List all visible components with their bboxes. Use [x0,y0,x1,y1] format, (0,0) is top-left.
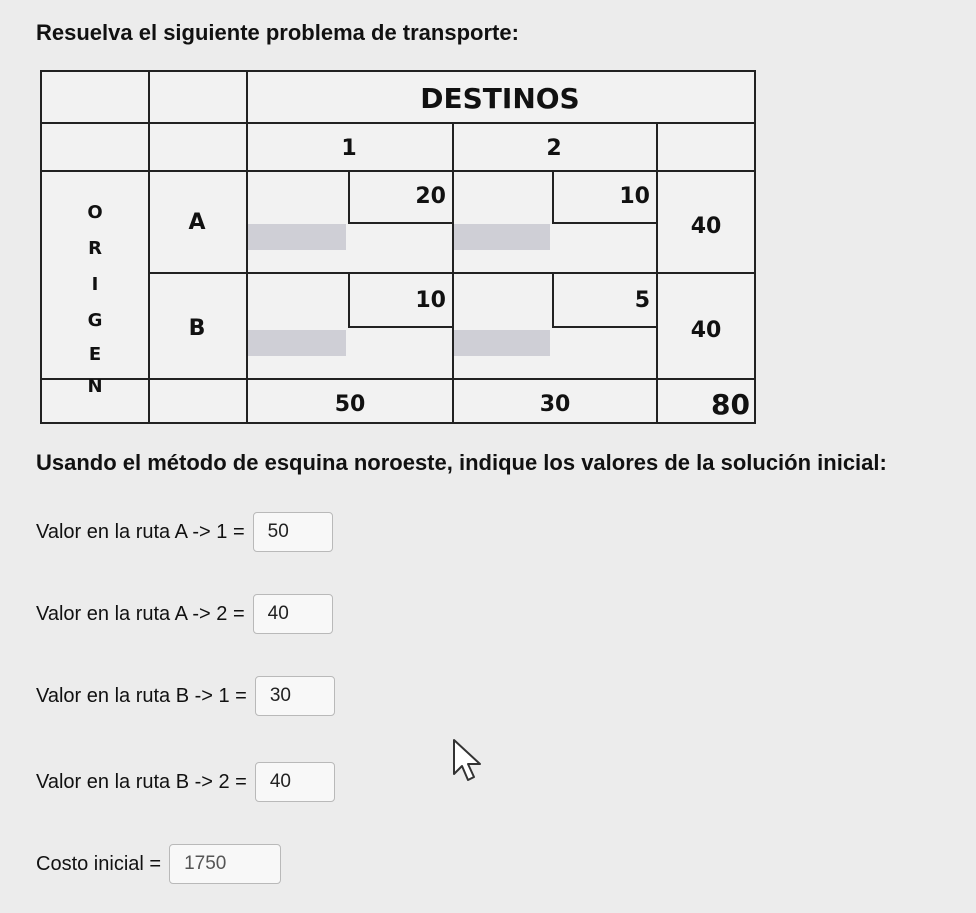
answer-row-a1 [36,512,333,552]
supply-b: 40 [690,318,722,343]
cost-input[interactable] [169,844,281,884]
cost-b2: 5 [634,288,650,313]
mouse-cursor-icon [452,738,488,784]
total: 80 [711,388,750,421]
cost-cell-a2 [552,170,658,224]
origin-letter-n: N [87,376,103,397]
answer-label-b2: Valor en la ruta B -> 2 = [36,770,247,793]
destinations-header: DESTINOS [420,82,580,115]
answer-input-b2[interactable] [255,762,335,802]
answer-row-b2 [36,762,335,802]
cost-cell-b1 [348,274,454,328]
origin-letter-i: I [91,274,99,295]
answer-input-a1[interactable] [253,512,333,552]
cost-row [36,844,281,884]
answer-input-b1[interactable] [255,676,335,716]
cost-b1: 10 [415,288,446,313]
answer-label-b1: Valor en la ruta B -> 1 = [36,684,247,707]
answer-row-a2 [36,594,333,634]
cost-cell-b2 [552,274,658,328]
demand-2: 30 [539,392,571,417]
cost-cell-a1 [348,170,454,224]
cost-a1: 20 [415,184,446,209]
cost-label: Costo inicial = [36,852,162,875]
origin-letter-e: E [88,344,102,365]
origin-letter-o: O [87,202,103,223]
origin-a: A [188,210,206,235]
supply-a: 40 [690,214,722,239]
origin-letter-g: G [87,310,103,331]
answer-row-b1 [36,676,335,716]
question-text: Usando el método de esquina noroeste, indique los valores de la solución inicial: [36,450,887,475]
answer-input-a2[interactable] [253,594,333,634]
origin-b: B [188,316,206,341]
answer-label-a1: Valor en la ruta A -> 1 = [36,520,245,543]
destination-1: 1 [341,136,357,161]
demand-1: 50 [334,392,366,417]
answer-label-a2: Valor en la ruta A -> 2 = [36,602,245,625]
destination-2: 2 [546,136,562,161]
origin-letter-r: R [88,238,102,259]
transport-table [40,70,756,424]
problem-title: Resuelva el siguiente problema de transporte: [36,20,519,45]
cost-a2: 10 [619,184,650,209]
